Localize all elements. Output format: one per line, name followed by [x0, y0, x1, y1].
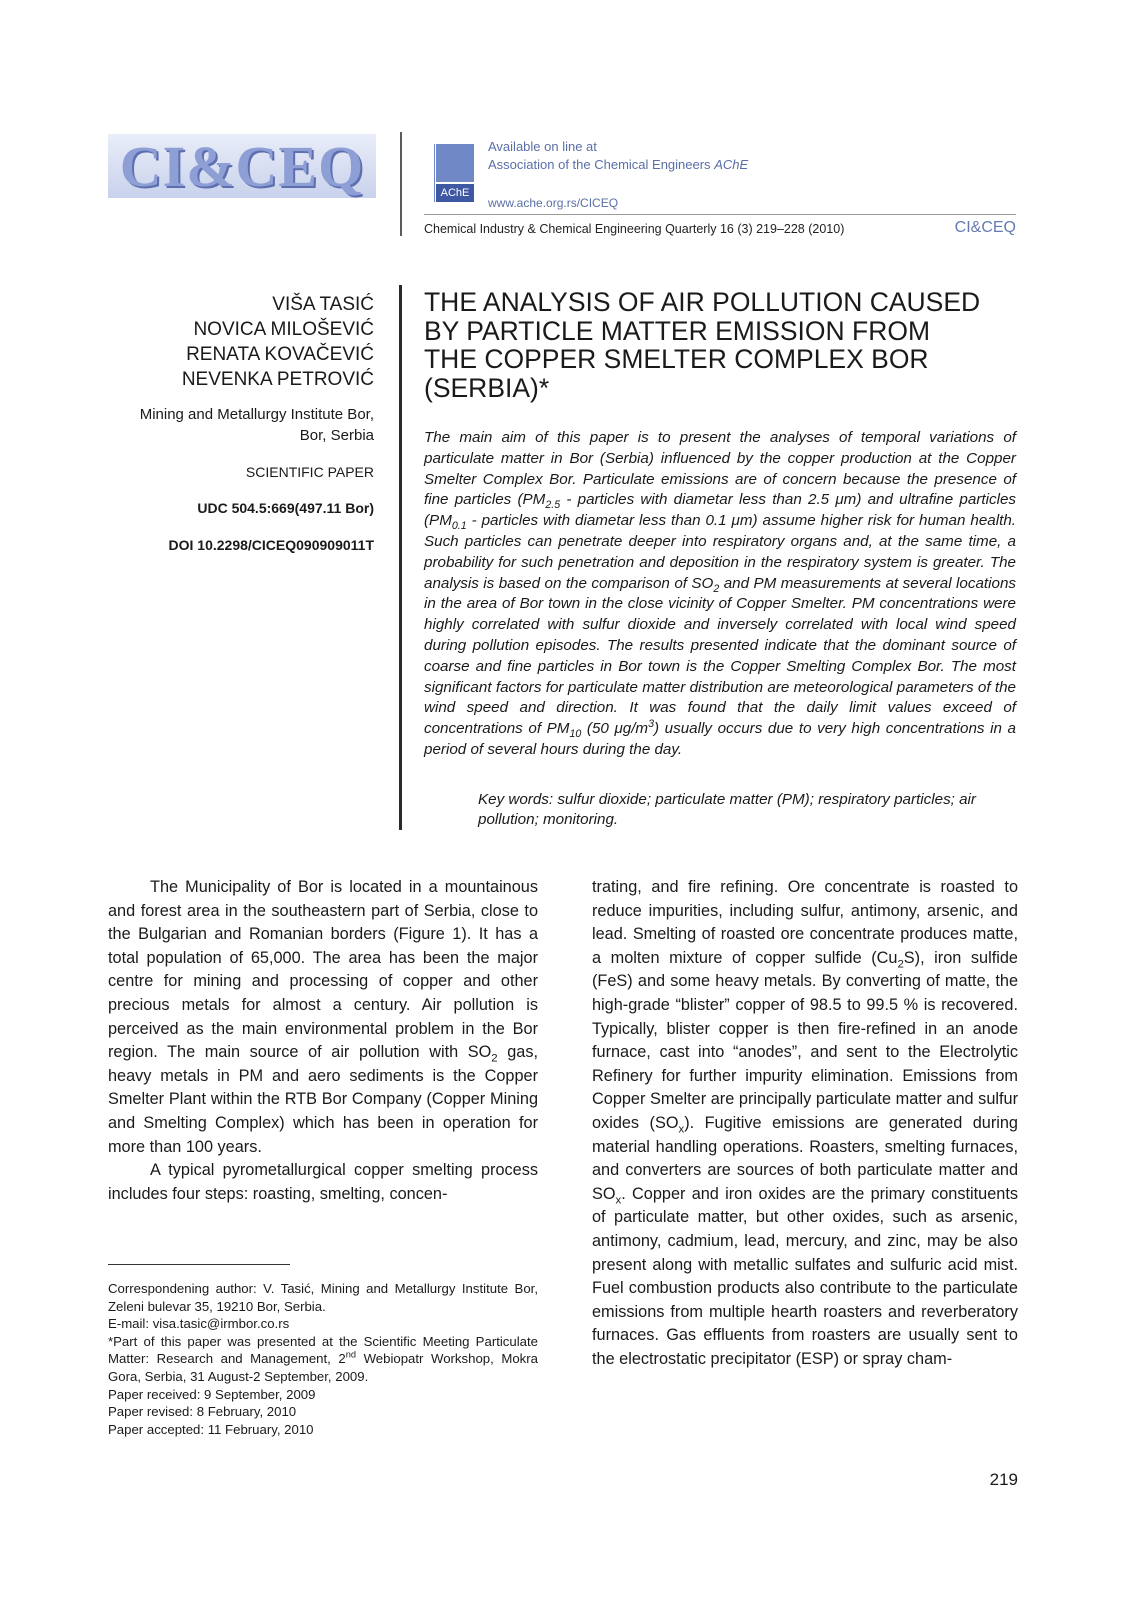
ache-logo-label: AChE: [436, 184, 474, 202]
author-name: VIŠA TASIĆ: [272, 294, 374, 315]
presentation-note: *Part of this paper was presented at the Scientific Meeting Particulate Matter: Research and Management, 2nd Webiopatr Workshop, Mokra Gora, Serbia, 31 August-2 September, 2009.: [108, 1333, 538, 1384]
doi: DOI 10.2298/CICEQ090909011T: [168, 537, 374, 553]
footnote: [108, 1280, 538, 1438]
corresponding-author: Correspondening author: V. Tasić, Mining and Metallurgy Institute Bor, Zeleni bulevar 35, 19210 Bor, Serbia.: [108, 1281, 538, 1314]
affiliation: Mining and Metallurgy Institute Bor, Bor, Serbia: [139, 406, 374, 444]
header-divider: [400, 132, 402, 236]
author-list: [182, 292, 374, 392]
title-divider: [399, 285, 402, 830]
author-name: NOVICA MILOŠEVIĆ: [193, 319, 374, 340]
journal-url-link[interactable]: www.ache.org.rs/CICEQ: [488, 196, 619, 210]
date-accepted: Paper accepted: 11 February, 2010: [108, 1421, 314, 1437]
journal-logo-text: CI&CEQ: [119, 134, 365, 198]
page-number: 219: [989, 1470, 1018, 1489]
body-paragraph: A typical pyrometallurgical copper smelting process includes four steps: roasting, smelting, concen-: [108, 1161, 538, 1203]
body-paragraph: The Municipality of Bor is located in a mountainous and forest area in the southeastern part of Serbia, close to the Bulgarian and Romanian borders (Figure 1). It has a total population of 65,000. The area has been the major centre for mining and processing of copper and other precious metals for almost a century. Air pollution is perceived as the main environmental problem in the Bor region. The main source of air pollution with $SO_2$ gas, heavy metals in PM and aero sediments is the Copper Smelter Plant within the RTB Bor Company (Copper Mining and Smelting Complex) which has been in operation for more than 100 years.: [108, 878, 538, 1156]
author-name: RENATA KOVAČEVIĆ: [186, 344, 374, 365]
association-text: Association of the Chemical Engineers AChE: [488, 157, 749, 172]
journal-tag: CI&CEQ: [954, 219, 1016, 236]
date-received: Paper received: 9 September, 2009: [108, 1386, 316, 1402]
footnote-rule: [108, 1264, 290, 1265]
author-name: NEVENKA PETROVIĆ: [181, 369, 374, 390]
available-online-text: Available on line at: [488, 139, 597, 154]
ache-logo: [426, 144, 478, 204]
author-email[interactable]: E-mail: visa.tasic@irmbor.co.rs: [108, 1316, 290, 1332]
body-paragraph: trating, and fire refining. Ore concentrate is roasted to reduce impurities, including sulfur, antimony, arsenic, and lead. Smelting of roasted ore concentrate produces matte, a molten mixture of copper sulfide $(Cu_2S)$, iron sulfide (FeS) and some heavy metals. By converting of matte, the high-grade “blister” copper of 98.5 to 99.5 % is recovered. Typically, blister copper is then fire-refined in an anode furnace, cast into “anodes”, and sent to the Electrolytic Refinery for further impurity elimination. Emissions from Copper Smelter are principally particulate matter and sulfur oxides $(SO_x)$. Fugitive emissions are generated during material handling operations. Roasters, smelting furnaces, and converters are sources of both particulate matter and $SO_x$. Copper and iron oxides are the primary constituents of particulate matter, but other oxides, such as arsenic, antimony, cadmium, lead, mercury, and zinc, may be also present along with metallic sulfates and sulfuric acid mist. Fuel combustion products also contribute to the particulate emissions from multiple hearth roasters and reverberatory furnaces. Gas effluents from roasters are usually sent to the electrostatic precipitator (ESP) or spray cham-: [592, 878, 1018, 1368]
body-column-right: [592, 876, 1018, 1371]
abstract: The main aim of this paper is to present the analyses of temporal variations of particulate matter in Bor (Serbia) influenced by the copper production at the Copper Smelter Complex Bor. Particulate emissions are of concern because the presence of fine particles ($PM_{2.5}$ - particles with diametar less than 2.5 μm) and ultrafine particles ($PM_{0.1}$ - particles with diametar less than 0.1 μm) assume higher risk for human health. Such particles can penetrate deeper into respiratory organs and, at the same time, a probability for such penetration and deposition in the respiratory system is greater. The analysis is based on the comparison of $SO_2$ and PM measurements at several locations in the area of Bor town in the close vicinity of Copper Smelter. PM concentrations were highly correlated with sulfur dioxide and inversely correlated with local wind speed during pollution episodes. The results presented indicate that the dominant source of coarse and fine particles in Bor town is the Copper Smelting Complex Bor. The most significant factors for particulate matter distribution are meteorological parameters of the wind speed and direction. It was found that the daily limit values exceed of concentrations of $PM_{10}$ (50 $\mu g/m^3$) usually occurs due to very high concentrations in a period of several hours during the day.: [424, 429, 1017, 758]
paper-title: THE ANALYSIS OF AIR POLLUTION CAUSED BY PARTICLE MATTER EMISSION FROM THE COPPER SMELTER COMPLEX BOR (SERBIA)*: [424, 287, 981, 403]
header-rule: [424, 214, 1016, 215]
keywords: Key words: sulfur dioxide; particulate matter (PM); respiratory particles; air pollution; monitoring.: [478, 791, 976, 828]
date-revised: Paper revised: 8 February, 2010: [108, 1404, 297, 1420]
paper-type: SCIENTIFIC PAPER: [245, 464, 374, 480]
journal-logo: [108, 134, 376, 198]
body-column-left: [108, 876, 538, 1206]
udc-code: UDC 504.5:669(497.11 Bor): [197, 500, 374, 516]
journal-citation: Chemical Industry & Chemical Engineering Quarterly 16 (3) 219–228 (2010): [424, 222, 845, 236]
